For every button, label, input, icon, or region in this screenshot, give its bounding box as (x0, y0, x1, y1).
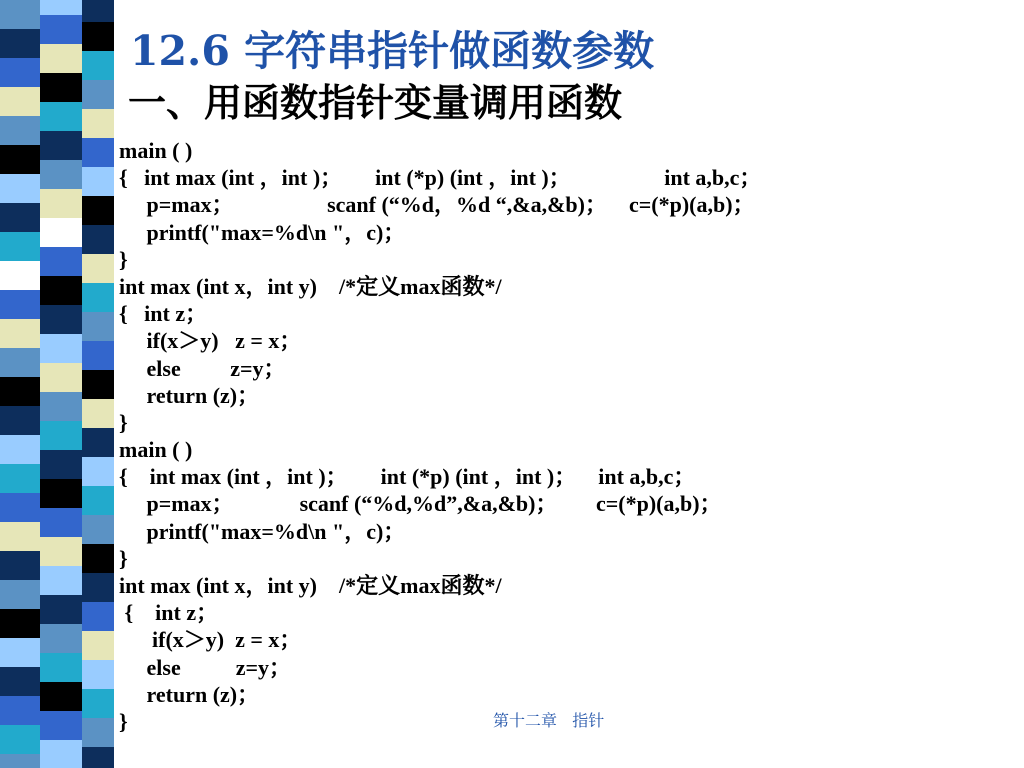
code-line: printf("max=%d\n "，c)； (119, 219, 406, 245)
code-line: { int max (int ，int )； int (*p) (int ，int )； int a,b,c； (119, 165, 762, 191)
stripe-block (0, 754, 40, 768)
stripe-block (82, 167, 118, 196)
stripe-block (40, 566, 82, 595)
stripe-block (0, 29, 40, 58)
stripe-block (0, 0, 40, 29)
slide-title: 12.6 字符串指针做函数参数 (130, 27, 655, 75)
code-line: { int max (int ，int )； int (*p) (int ，int )； int a,b,c； (119, 464, 696, 490)
code-line: printf("max=%d\n "，c)； (119, 518, 406, 544)
stripe-block (40, 0, 82, 15)
stripe-block (40, 653, 82, 682)
stripe-block (40, 711, 82, 740)
stripe-block (40, 218, 82, 247)
stripe-block (40, 537, 82, 566)
code-line: return (z)； (119, 382, 260, 408)
stripe-block (82, 22, 118, 51)
stripe-block (0, 58, 40, 87)
stripe-block (82, 515, 118, 544)
stripe-pattern (0, 0, 118, 768)
stripe-block (40, 189, 82, 218)
stripe-block (82, 573, 118, 602)
stripe-block (82, 254, 118, 283)
stripe-block (82, 544, 118, 573)
stripe-separator (114, 0, 118, 768)
code-line: { int z； (119, 600, 219, 626)
code-line: int max (int x，int y) /*定义max函数*/ (119, 573, 502, 598)
stripe-block (40, 595, 82, 624)
stripe-block (82, 486, 118, 515)
stripe-block (40, 334, 82, 363)
stripe-block (0, 87, 40, 116)
stripe-block (82, 80, 118, 109)
code-line: p=max； scanf (“%d,%d”,&a,&b)； c=(*p)(a,b)； (119, 491, 722, 517)
stripe-block (0, 551, 40, 580)
stripe-block (0, 435, 40, 464)
stripe-block (0, 348, 40, 377)
stripe-block (0, 203, 40, 232)
stripe-block (82, 660, 118, 689)
code-line: int max (int x，int y) /*定义max函数*/ (119, 273, 502, 299)
stripe-block (0, 493, 40, 522)
stripe-block (40, 305, 82, 334)
slide-footer: 第十二章 指针 (493, 711, 605, 730)
stripe-block (0, 464, 40, 493)
stripe-block (0, 232, 40, 261)
stripe-block (82, 341, 118, 370)
stripe-block (40, 131, 82, 160)
code-line: } (119, 246, 128, 272)
code-line: if(x＞y) z = x； (119, 328, 302, 354)
stripe-block (0, 261, 40, 290)
stripe-block (40, 392, 82, 421)
stripe-block (0, 580, 40, 609)
stripe-block (0, 406, 40, 435)
stripe-block (40, 682, 82, 711)
stripe-block (40, 44, 82, 73)
stripe-block (82, 196, 118, 225)
code-line: { int z； (119, 301, 208, 327)
stripe-block (82, 370, 118, 399)
stripe-block (0, 116, 40, 145)
code-line: if(x＞y) z = x； (119, 627, 302, 653)
stripe-block (40, 73, 82, 102)
code-block (119, 137, 1019, 735)
stripe-block (0, 319, 40, 348)
stripe-block (82, 631, 118, 660)
code-line: return (z)； (119, 681, 260, 707)
stripe-block (40, 450, 82, 479)
code-line: main ( ) (119, 138, 193, 163)
stripe-block (82, 457, 118, 486)
code-line: p=max； scanf (“%d，%d “,&a,&b)； c=(*p)(a,b)； (119, 192, 755, 218)
decorative-stripe-bar (0, 0, 118, 768)
stripe-block (0, 725, 40, 754)
stripe-block (82, 747, 118, 768)
stripe-block (40, 624, 82, 653)
code-line: } (119, 708, 128, 734)
stripe-block (0, 638, 40, 667)
stripe-block (82, 718, 118, 747)
stripe-block (40, 363, 82, 392)
code-line: main ( ) (119, 437, 193, 463)
stripe-block (82, 428, 118, 457)
stripe-block (40, 102, 82, 131)
stripe-block (82, 138, 118, 167)
code-line: } (119, 545, 128, 571)
slide-subtitle: 一、用函数指针变量调用函数 (128, 80, 623, 125)
stripe-block (82, 109, 118, 138)
stripe-block (82, 399, 118, 428)
stripe-block (40, 15, 82, 44)
stripe-block (82, 283, 118, 312)
stripe-block (82, 689, 118, 718)
stripe-block (82, 0, 118, 22)
stripe-block (40, 508, 82, 537)
stripe-block (40, 160, 82, 189)
stripe-block (82, 51, 118, 80)
stripe-block (0, 522, 40, 551)
stripe-block (40, 421, 82, 450)
stripe-block (40, 740, 82, 768)
code-line: else z=y； (119, 355, 286, 381)
stripe-block (0, 377, 40, 406)
stripe-block (40, 276, 82, 305)
stripe-block (82, 225, 118, 254)
stripe-block (0, 609, 40, 638)
stripe-block (40, 479, 82, 508)
stripe-block (0, 667, 40, 696)
stripe-block (0, 145, 40, 174)
stripe-block (0, 696, 40, 725)
stripe-block (82, 312, 118, 341)
stripe-block (40, 247, 82, 276)
code-line: } (119, 409, 128, 435)
stripe-block (0, 290, 40, 319)
code-line: else z=y； (119, 654, 292, 680)
stripe-block (0, 174, 40, 203)
stripe-block (82, 602, 118, 631)
